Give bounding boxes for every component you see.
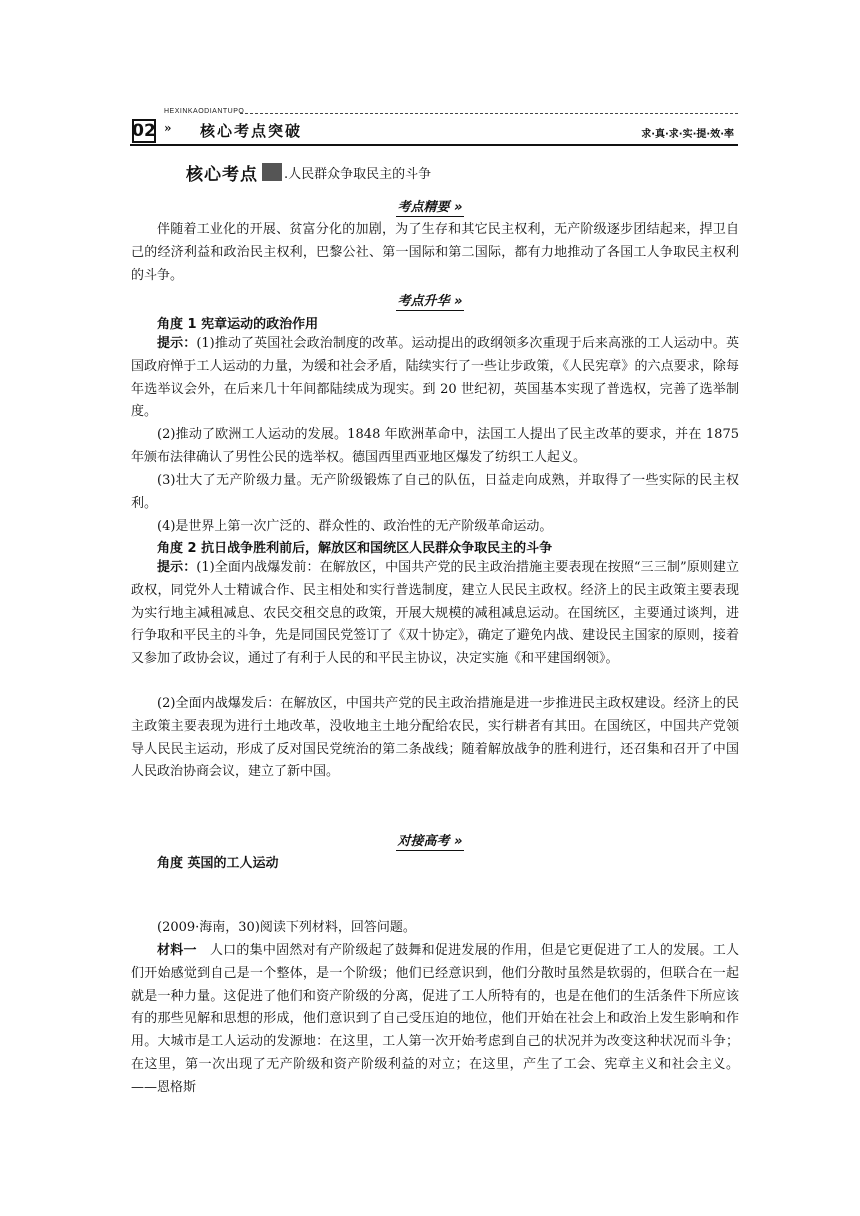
topic-title: [186, 160, 431, 184]
angle1-point1: [131, 333, 739, 424]
hint-label: 提示：: [157, 336, 197, 351]
double-arrow-icon: »: [164, 121, 172, 135]
angle2-title: 角度 2 抗日战争胜利前后，解放区和国统区人民群众争取民主的斗争: [157, 541, 553, 556]
section-heading-upgrade: 考点升华 »: [0, 290, 860, 311]
header-pinyin: HEXINKAODIANTUPO: [164, 108, 245, 115]
section-heading-exam: 对接高考 »: [0, 830, 860, 851]
header-title: 核心考点突破: [200, 122, 303, 140]
angle1-point1-text: (1)推动了英国社会政治制度的改革。运动提出的政纲领多次重现于后来高涨的工人运动中。英国政府惮于工人运动的力量，为缓和社会矛盾，陆续实行了一些让步政策，《人民宪章》的六点要求，除每年选举议会外，在后来几十年间都陆续成为现实。到 20 世纪初，英国基本实现了普选权，完善了选举制度。: [131, 336, 739, 420]
material-text: 人口的集中固然对有产阶级起了鼓舞和促进发展的作用，但是它更促进了工人的发展。工人们开始感觉到自己是一个整体，是一个阶级；他们已经意识到，他们分散时虽然是软弱的，但联合在一起就是一种力量。这促进了他们和资产阶级的分离，促进了工人所特有的，也是在他们的生活条件下所应该有的那些见解和思想的形成，他们意识到了自己受压迫的地位，他们开始在社会上和政治上发生影响和作用。大城市是工人运动的发源地：在这里，工人第一次开始考虑到自己的状况并为改变这种状况而斗争；在这里，第一次出现了无产阶级和资产阶级利益的对立；在这里，产生了工会、宪章主义和社会主义。——恩格斯: [131, 943, 739, 1095]
header-rule: [130, 144, 738, 146]
section-number-badge: 02: [132, 121, 156, 141]
angle1-point2: (2)推动了欧洲工人运动的发展。1848 年欧洲革命中，法国工人提出了民主改革的要求，并在 1875 年颁布法律确认了男性公民的选举权。德国西里西亚地区爆发了纺织工人起义。: [131, 427, 739, 465]
angle2-point2: (2)全面内战爆发后：在解放区，中国共产党的民主政治措施是进一步推进民主政权建设。经济上的民主政策主要表现为进行土地改革，没收地主土地分配给农民，实行耕者有其田。在国统区，中国共产党领导人民民主运动，形成了反对国民党统治的第二条战线；随着解放战争的胜利进行，还召集和召开了中国人民政治协商会议，建立了新中国。: [131, 696, 739, 780]
exam-source: (2009·海南，30)阅读下列材料，回答问题。: [157, 920, 416, 935]
angle1-point3: (3)壮大了无产阶级力量。无产阶级锻炼了自己的队伍，日益走向成熟，并取得了一些实际的民主权利。: [131, 473, 739, 511]
angle2-point1-text: (1)全面内战爆发前：在解放区，中国共产党的民主政治措施主要表现在按照“三三制”原则建立政权，同党外人士精诚合作、民主相处和实行普选制度，建立人民民主政权。经济上的民主政策主要表现为实行地主减租减息、农民交租交息的政策，开展大规模的减租减息运动。在国统区，主要通过谈判，进行争取和平民主的斗争，先是同国民党签订了《双十协定》，确定了避免内战、建设民主国家的原则，接着又参加了政协会议，通过了有利于人民的和平民主协议，决定实施《和平建国纲领》。: [131, 560, 739, 667]
header-dotted-line: [240, 113, 738, 114]
angle1-title: 角度 1 宪章运动的政治作用: [157, 317, 319, 332]
topic-marker-block: [262, 163, 282, 181]
angle1-point4: (4)是世界上第一次广泛的、群众性的、政治性的无产阶级革命运动。: [157, 519, 553, 534]
header-motto: 求·真·求·实·提·效·率: [641, 129, 734, 140]
page-header: [130, 106, 738, 146]
exam-angle-title: 角度 英国的工人运动: [157, 856, 279, 871]
exam-material-1: [131, 940, 739, 1100]
angle2-point1: [131, 557, 739, 671]
section-heading-essence: 考点精要 »: [0, 196, 860, 217]
topic-name: .人民群众争取民主的斗争: [284, 166, 432, 182]
material-label: 材料一: [157, 943, 197, 958]
hint-label: 提示：: [157, 560, 197, 575]
essence-paragraph: 伴随着工业化的开展、贫富分化的加剧，为了生存和其它民主权利，无产阶级逐步团结起来，捍卫自己的经济利益和政治民主权利，巴黎公社、第一国际和第二国际，都有力地推动了各国工人争取民主权利的斗争。: [131, 222, 739, 283]
topic-keyword: 核心考点: [186, 164, 258, 185]
